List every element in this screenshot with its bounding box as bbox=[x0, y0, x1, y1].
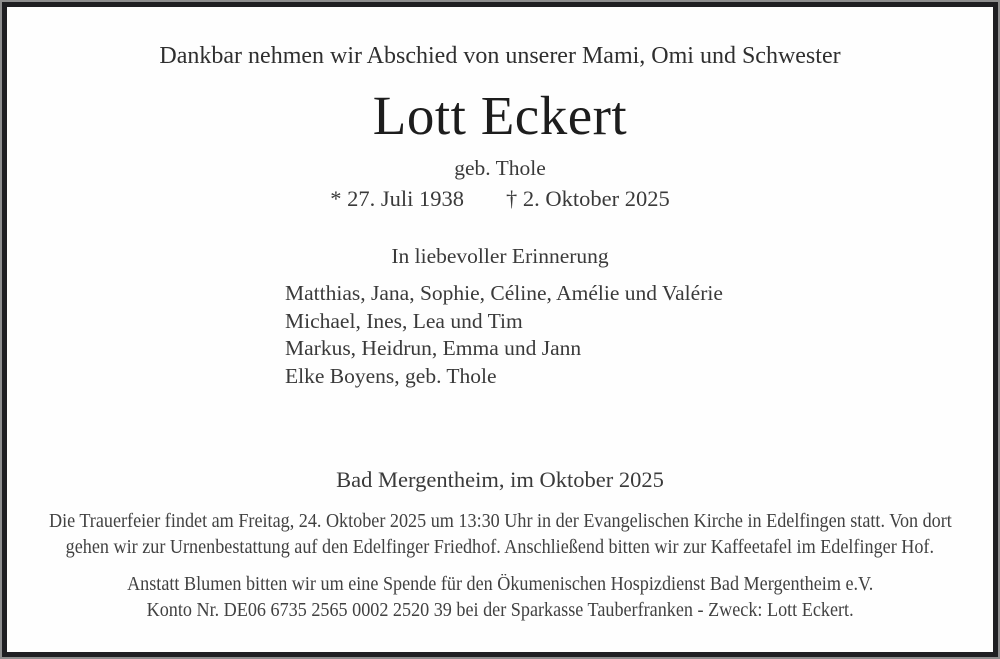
obituary-notice bbox=[2, 2, 998, 657]
mourners-line: Elke Boyens, geb. Thole bbox=[285, 363, 497, 388]
donation-line-1 bbox=[7, 574, 993, 596]
deceased-name: Lott Eckert bbox=[372, 85, 628, 146]
funeral-info-text: gehen wir zur Urnenbestattung auf den Edelfinger Friedhof. Anschließend bitten wir zur Kaffeetafel im Edelfinger Hof. bbox=[65, 537, 935, 558]
mourners-line: Michael, Ines, Lea und Tim bbox=[285, 308, 523, 333]
mourners-line: Markus, Heidrun, Emma und Jann bbox=[285, 336, 582, 360]
donation-text: Anstatt Blumen bitten wir um eine Spende für den Ökumenischen Hospizdienst Bad Mergentheim e.V. bbox=[126, 574, 874, 595]
death-date: † 2. Oktober 2025 bbox=[506, 186, 670, 211]
funeral-info-text: Die Trauerfeier findet am Freitag, 24. Oktober 2025 um 13:30 Uhr in der Evangelischen Kirche in Edelfingen statt. Von dort bbox=[48, 511, 952, 532]
place-and-date: Bad Mergentheim, im Oktober 2025 bbox=[336, 467, 664, 492]
mourners-line: Matthias, Jana, Sophie, Céline, Amélie und Valérie bbox=[285, 281, 723, 305]
mourners-list bbox=[285, 280, 723, 390]
donation-line-2 bbox=[7, 600, 993, 622]
intro-line: Dankbar nehmen wir Abschied von unserer Mami, Omi und Schwester bbox=[159, 43, 841, 69]
birth-date: * 27. Juli 1938 bbox=[330, 186, 465, 211]
maiden-name: geb. Thole bbox=[454, 156, 546, 180]
funeral-info-line-1 bbox=[7, 511, 993, 533]
memory-line: In liebevoller Erinnerung bbox=[391, 244, 609, 268]
life-dates bbox=[7, 186, 993, 211]
donation-text: Konto Nr. DE06 6735 2565 0002 2520 39 bei der Sparkasse Tauberfranken - Zweck: Lott Eckert. bbox=[146, 600, 854, 621]
funeral-info-line-2 bbox=[7, 537, 993, 559]
